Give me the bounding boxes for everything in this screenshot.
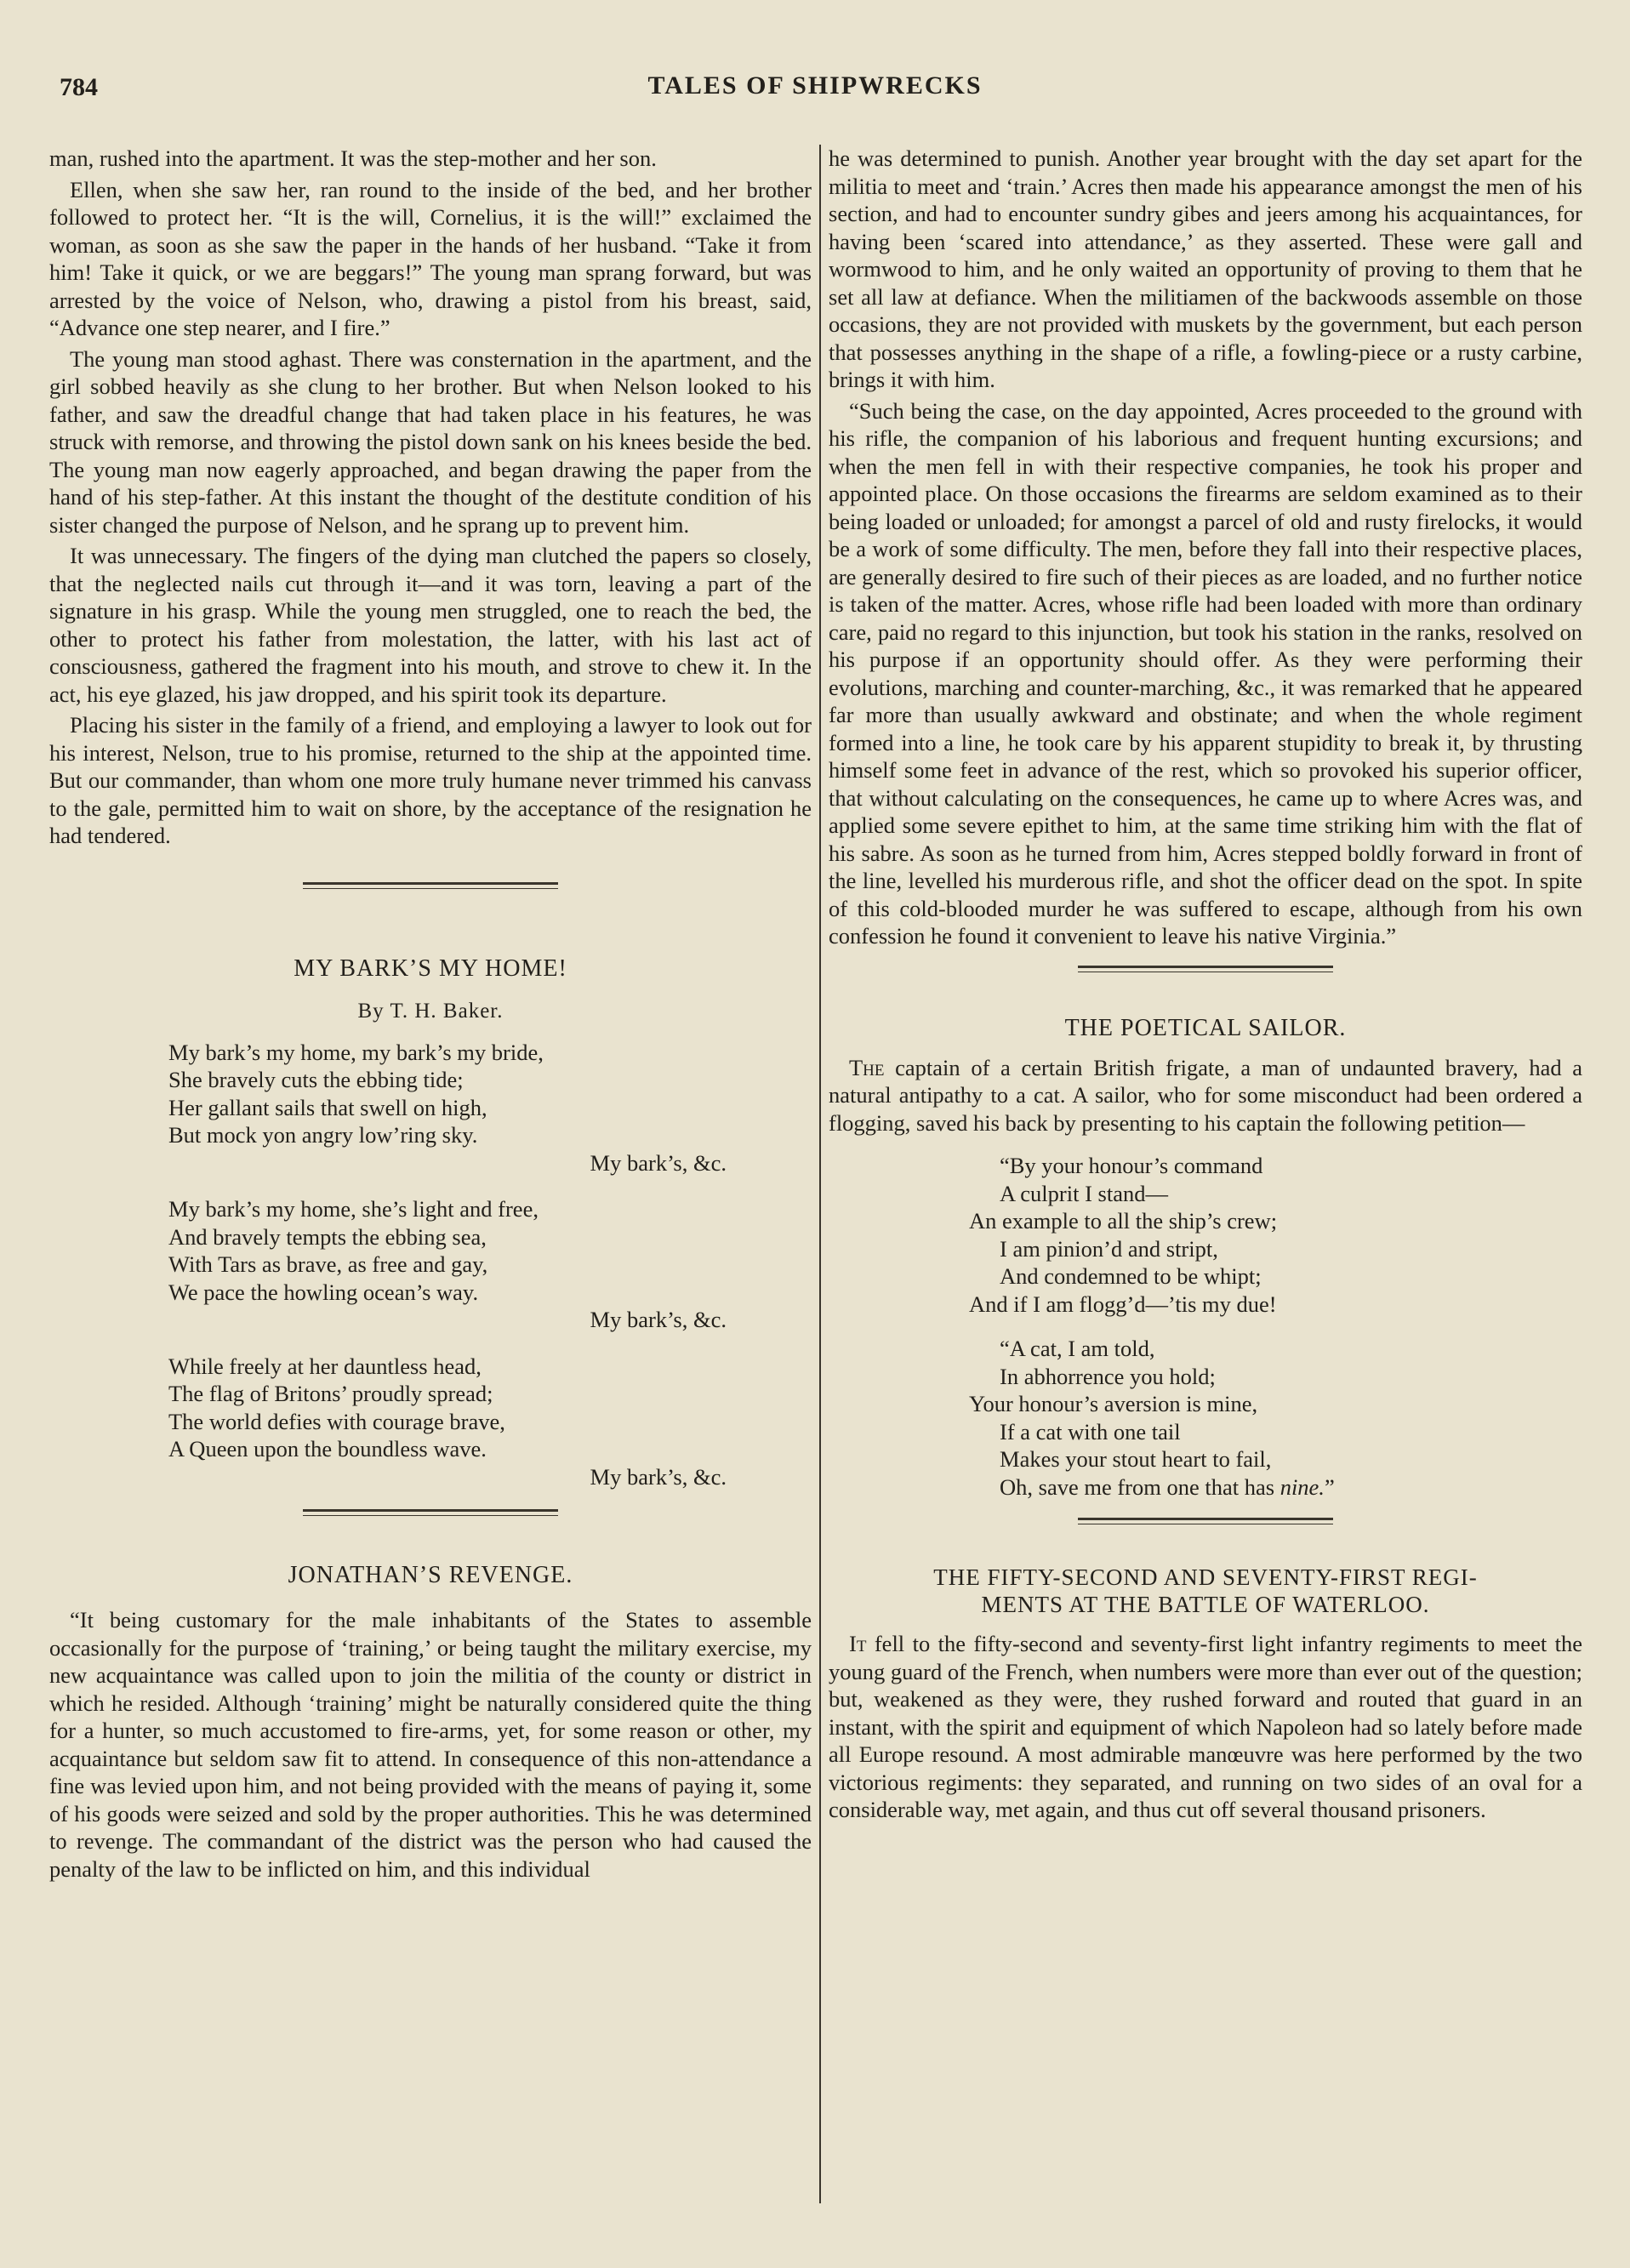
poem-refrain: My bark’s, &c. xyxy=(590,1463,727,1490)
paragraph-text: fell to the fifty-second and seventy-first light infantry regiments to meet the young guard of the French, when numbers were more than ever out of the question; but, weakened as they were, they rushed forward and routed that guard in an instant, with the spirit and equipment of which Napoleon had so lately before made all Europe resound. A most admirable manœuvre was here performed by the two victorious regiments: they separated, and running on two sides of an oval for a considerable way, met again, and thus cut off several thousand prisoners. xyxy=(829,1631,1582,1822)
poem-line: My bark’s my home, my bark’s my bride, xyxy=(168,1039,544,1065)
poem-refrain: My bark’s, &c. xyxy=(590,1149,727,1176)
poem-refrain: My bark’s, &c. xyxy=(590,1307,727,1332)
title-line: MENTS AT THE BATTLE OF WATERLOO. xyxy=(981,1592,1430,1617)
poem-line: We pace the howling ocean’s way. xyxy=(168,1279,479,1305)
poem-line: With Tars as brave, as free and gay, xyxy=(168,1251,488,1277)
poem-line: And if I am flogg’d—’tis my due! xyxy=(969,1291,1277,1317)
section-divider xyxy=(1078,966,1333,977)
article-paragraph xyxy=(829,1630,1582,1824)
section-divider xyxy=(1078,1518,1333,1530)
right-column xyxy=(829,145,1582,2234)
poem-line: My bark’s my home, she’s light and free, xyxy=(168,1196,539,1222)
poem-line: She bravely cuts the ebbing tide; xyxy=(168,1067,464,1092)
poem-line: Her gallant sails that swell on high, xyxy=(168,1094,487,1120)
poem-line: The world defies with courage brave, xyxy=(168,1408,505,1434)
story-paragraph: Placing his sister in the family of a friend, and employing a lawyer to look out for his interest, Nelson, true to his promise, returned to the ship at the appointed time. But our commander, than whom one more truly humane never trimmed his canvass to the gale, permitted him to wait on shore, by the acceptance of the resignation he had tendered. xyxy=(49,712,812,848)
running-title: TALES OF SHIPWRECKS xyxy=(647,71,983,100)
poem-line: In abhorrence you hold; xyxy=(1000,1363,1216,1389)
poem-line: While freely at her dauntless head, xyxy=(168,1353,482,1379)
poem-line: But mock yon angry low’ring sky. xyxy=(168,1122,478,1148)
poem-line: An example to all the ship’s crew; xyxy=(969,1208,1278,1234)
poem-stanza xyxy=(969,1152,1582,1318)
poem-stanza xyxy=(969,1335,1582,1501)
page-header xyxy=(51,66,1579,109)
page-number: 784 xyxy=(60,73,98,101)
poem-line: Oh, save me from one that has nine.” xyxy=(1000,1473,1335,1500)
article-title: THE POETICAL SAILOR. xyxy=(1064,1014,1347,1041)
section-divider xyxy=(303,1509,558,1521)
poem-emphasis: nine. xyxy=(1279,1473,1325,1500)
poem-line: “By your honour’s command xyxy=(1000,1153,1263,1178)
poem-stanza xyxy=(168,1353,812,1491)
story-paragraph: Ellen, when she saw her, ran round to the inside of the bed, and her brother followed to protect her. “It is the will, Cornelius, it is the will!” exclaimed the woman, as soon as she saw the paper in the hands of her husband. “Take it from him! Take it quick, or we are beggars!” The young man sprang forward, but was arrested by the voice of Nelson, who, drawing a pistol from his breast, said, “Advance one step nearer, and I fire.” xyxy=(49,176,812,340)
paragraph-text: captain of a certain British frigate, a man of undaunted bravery, had a natural antipathy to a cat. A sailor, who for some misconduct had been ordered a flogging, saved his back by presenting to his captain the following petition— xyxy=(829,1054,1582,1136)
column-divider xyxy=(819,145,821,2203)
poem-line: A Queen upon the boundless wave. xyxy=(168,1436,487,1462)
article-title xyxy=(829,1564,1582,1618)
poem-line: Your honour’s aversion is mine, xyxy=(969,1391,1258,1416)
poem-line: And bravely tempts the ebbing sea, xyxy=(168,1223,487,1250)
poem-line: “A cat, I am told, xyxy=(1000,1336,1155,1361)
story-paragraph: man, rushed into the apartment. It was the step-mother and her son. xyxy=(49,145,657,171)
article-paragraph: “Such being the case, on the day appointed, Acres proceeded to the ground with his rifle, the companion of his laborious and frequent hunting excursions; and when the men fell in with their respective companies, he took his proper and appointed place. On those occasions the firearms are seldom examined as to their being loaded or unloaded; for amongst a parcel of old and rusty firelocks, it would be a work of some difficulty. The men, before they fall into their respective places, are generally desired to fire such of their pieces as are loaded, and no further notice is taken of the matter. Acres, whose rifle had been loaded with more than ordinary care, paid no regard to this injunction, but took his station in the ranks, resolved on his purpose if an opportunity should offer. As they were performing their evolutions, marching and counter-marching, &c., it was remarked that he appeared far more than usually awkward and obstinate; and when the whole regiment formed into a line, he took care by his apparent stupidity to break it, by thrusting himself some feet in advance of the rest, which so provoked his superior officer, that without calculating on the consequences, he came up to where Acres was, and applied some severe epithet to him, at the same time striking him with the flat of his sabre. As soon as he turned from him, Acres stepped boldly forward in front of the line, levelled his murderous rifle, and shot the officer dead on the spot. In spite of this cold-blooded murder he was suffered to escape, although from his own confession he found it convenient to leave his native Virginia.” xyxy=(829,397,1582,949)
lead-word: The xyxy=(849,1054,885,1080)
poem-byline: By T. H. Baker. xyxy=(357,999,504,1023)
petition-poem xyxy=(969,1152,1582,1501)
poem-line: If a cat with one tail xyxy=(1000,1418,1181,1445)
article-paragraph: “It being customary for the male inhabitants of the States to assemble occasionally for the purpose of ‘training,’ or being taught the military exercise, my new acquaintance was called upon to join the militia of the county or district in which he resided. Although ‘training’ might be naturally considered quite the thing for a hunter, so much accustomed to fire-arms, yet, for some reason or other, my acquaintance but seldom saw fit to attend. In consequence of this non-attendance a fine was levied upon him, and not being provided with the means of paying it, some of his goods were seized and sold by the proper authorities. This he was determined to revenge. The commandant of the district was the person who had caused the penalty of the law to be inflicted on him, and this individual xyxy=(49,1607,812,1882)
story-paragraph: The young man stood aghast. There was consternation in the apartment, and the girl sobbed heavily as she clung to her brother. But when Nelson looked to his father, and saw the dreadful change that had taken place in his features, he was struck with remorse, and throwing the pistol down sank on his knees beside the bed. The young man now eagerly approached, and began drawing the paper from the hand of his step-father. At this instant the thought of the destitute condition of his sister changed the purpose of Nelson, and he sprang up to prevent him. xyxy=(49,345,812,538)
poem-line: And condemned to be whipt; xyxy=(1000,1263,1262,1289)
story-paragraph: It was unnecessary. The fingers of the dying man clutched the papers so closely, that the neglected nails cut through it—and it was torn, leaving a part of the signature in his grasp. While the young men struggled, one to reach the bed, the other to protect his father from molestation, the latter, with his last act of consciousness, gathered the fragment into his mouth, and strove to chew it. In the act, his eye glazed, his jaw dropped, and his spirit took its departure. xyxy=(49,543,812,707)
article-paragraph: he was determined to punish. Another year brought with the day set apart for the militia to meet and ‘train.’ Acres then made his appearance amongst the men of his section, and had to encounter sundry gibes and jeers among his acquaintances, for having been ‘scared into attendance,’ as they asserted. These were gall and wormwood to him, and he only waited an opportunity of proving to them that he set all law at defiance. When the militiamen of the backwoods assemble on those occasions, they are not provided with muskets by the government, but each person that possesses anything in the shape of a rifle, a fowling-piece or a rusty carbine, brings it with him. xyxy=(829,145,1582,392)
poem-stanza xyxy=(168,1195,812,1334)
article-title: JONATHAN’S REVENGE. xyxy=(288,1562,573,1588)
title-line: THE FIFTY-SECOND AND SEVENTY-FIRST REGI- xyxy=(933,1564,1478,1590)
poem-line: I am pinion’d and stript, xyxy=(1000,1235,1218,1262)
poem-line: Makes your stout heart to fail, xyxy=(1000,1446,1272,1472)
poem-line-text: Oh, save me from one that has xyxy=(1000,1473,1275,1500)
poem-line: The flag of Britons’ proudly spread; xyxy=(168,1381,493,1406)
poem-line: A culprit I stand— xyxy=(1000,1180,1168,1206)
lead-word: It xyxy=(849,1631,867,1656)
poem-stanza xyxy=(168,1039,812,1177)
article-paragraph xyxy=(829,1054,1582,1137)
left-column xyxy=(49,145,812,2234)
section-divider xyxy=(303,882,558,894)
poem-title: MY BARK’S MY HOME! xyxy=(294,954,567,982)
poem-body xyxy=(168,1039,812,1491)
